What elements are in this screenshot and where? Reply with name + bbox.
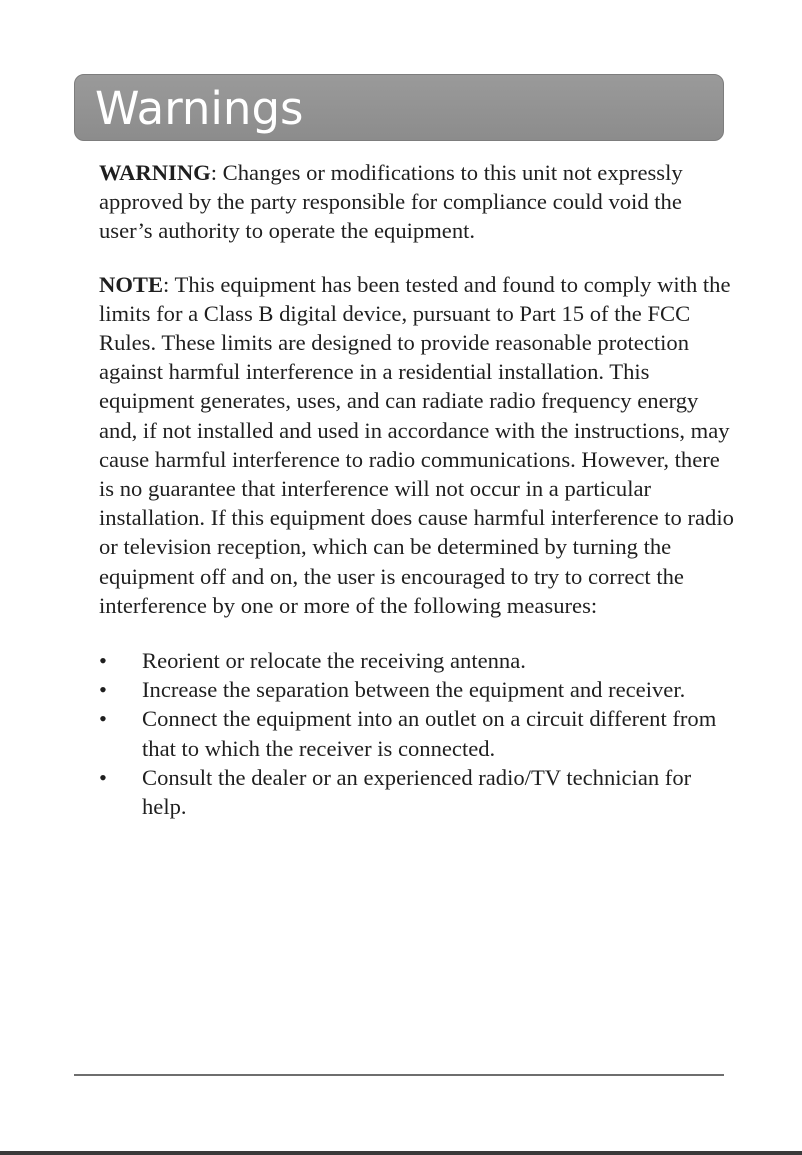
list-item-text: Consult the dealer or an experienced radio/TV technician for help.	[142, 764, 692, 820]
list-item	[99, 704, 734, 762]
list-item-text: Increase the separation between the equipment and receiver.	[142, 677, 686, 703]
bullet-icon: •	[99, 648, 107, 674]
warning-text: : Changes or modifications to this unit not expressly approved by the party responsible for compliance could void the user’s authority to operate the equipment.	[99, 160, 683, 244]
bullet-icon: •	[99, 677, 107, 703]
warnings-content	[99, 158, 734, 821]
bullet-icon: •	[99, 764, 107, 790]
page-title: Warnings	[95, 82, 304, 135]
list-item	[99, 675, 734, 704]
warning-label: WARNING	[99, 160, 211, 185]
measures-list	[99, 646, 734, 821]
footer-divider	[74, 1074, 724, 1076]
note-text: : This equipment has been tested and found to comply with the limits for a Class B digital device, pursuant to Part 15 of the FCC Rules. These limits are designed to provide reasonable protection against harmful interference in a residential installation. This equipment generates, uses, and can radiate radio frequency energy and, if not installed and used in accordance with the instructions, may cause harmful interference to radio communications. However, there is no guarantee that interference will not occur in a particular installation. If this equipment does cause harmful interference to radio or television reception, which can be determined by turning the equipment off and on, the user is encouraged to try to correct the interference by one or more of the following measures:	[99, 271, 734, 618]
section-header	[74, 74, 724, 141]
note-paragraph	[99, 270, 734, 620]
list-item	[99, 763, 734, 821]
list-item-text: Reorient or relocate the receiving antenna.	[142, 648, 526, 674]
page-bottom-edge	[0, 1151, 802, 1155]
note-label: NOTE	[99, 271, 164, 297]
list-item-text: Connect the equipment into an outlet on a circuit different from that to which the receiver is connected.	[142, 706, 717, 761]
bullet-icon: •	[99, 706, 107, 732]
list-item	[99, 646, 734, 675]
warning-paragraph	[99, 158, 734, 246]
